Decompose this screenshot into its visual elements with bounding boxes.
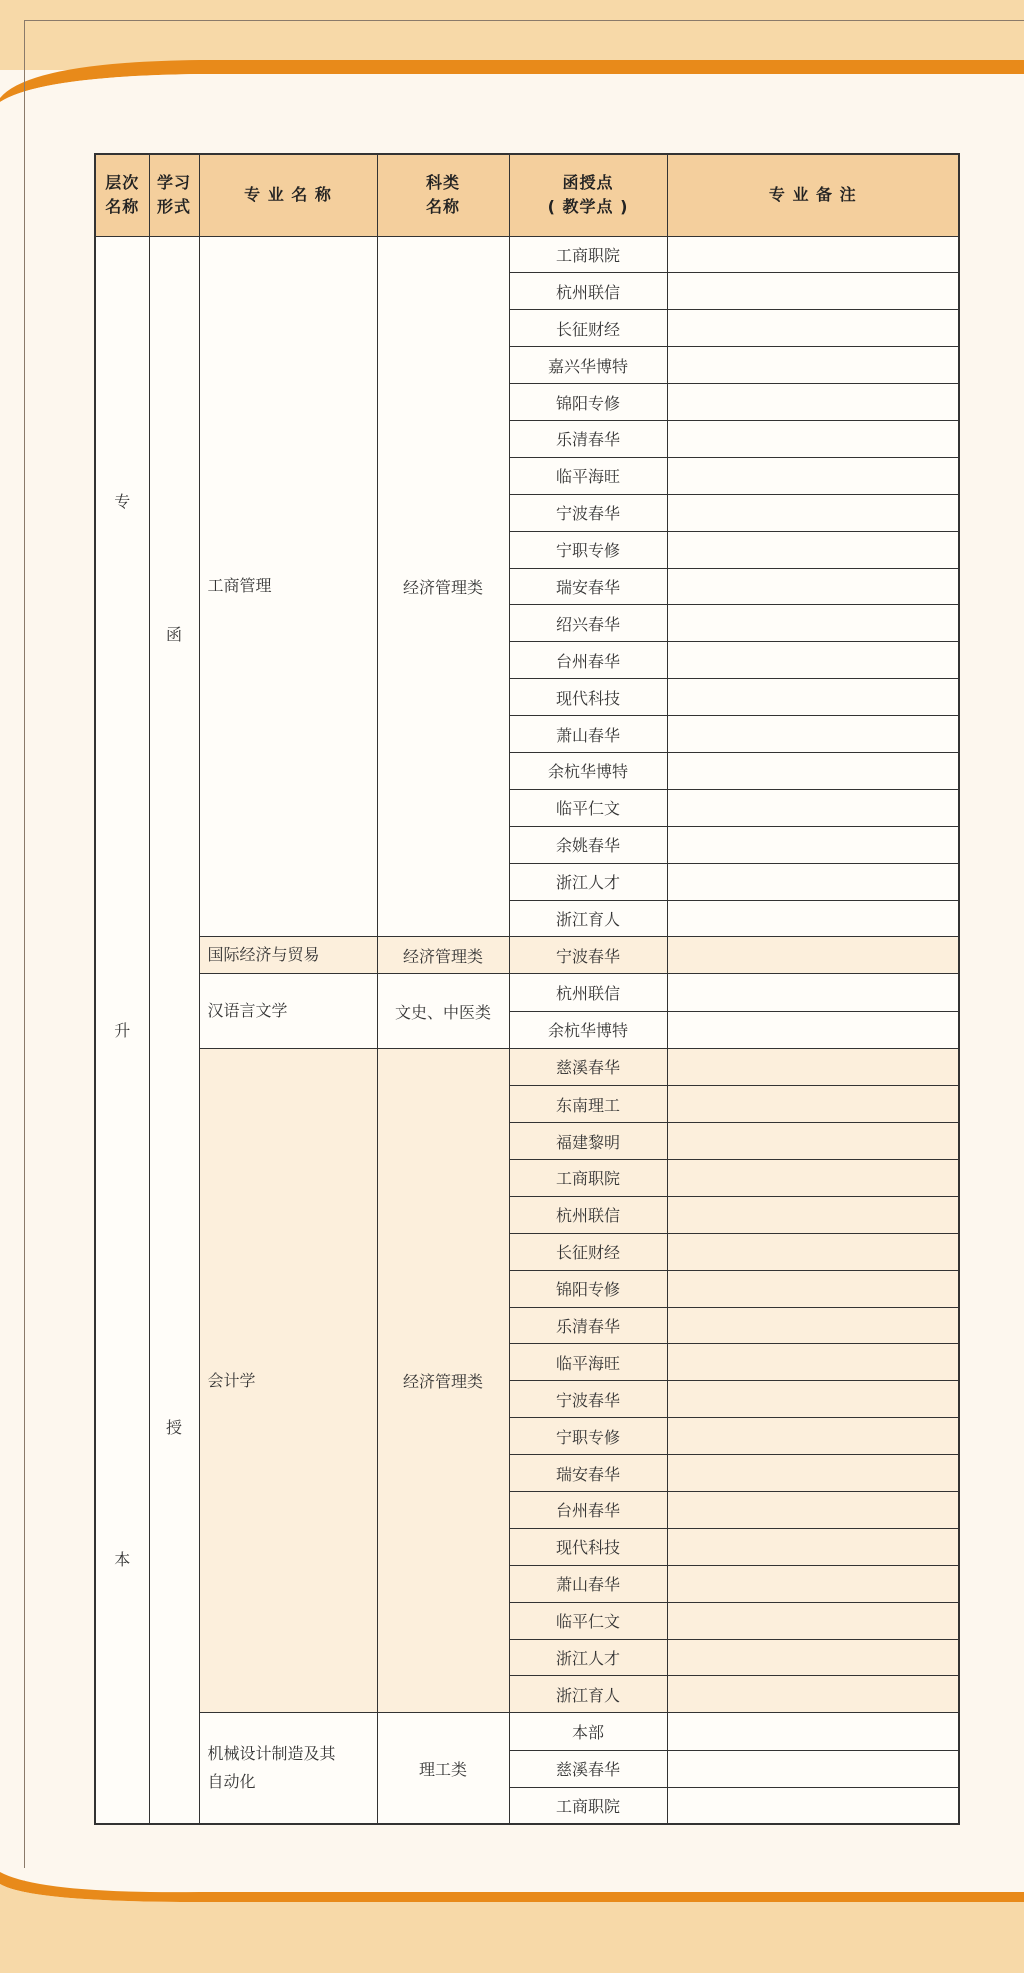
teaching-point-cell: 锦阳专修: [509, 384, 667, 421]
teaching-point-cell: 余杭华博特: [509, 752, 667, 789]
major-name-cell: 工商管理: [199, 236, 377, 937]
note-cell: [667, 900, 959, 937]
teaching-point-cell: 浙江人才: [509, 863, 667, 900]
note-cell: [667, 1713, 959, 1751]
note-cell: [667, 752, 959, 789]
teaching-point-cell: 长征财经: [509, 310, 667, 347]
major-table: [94, 153, 960, 1825]
note-cell: [667, 1344, 959, 1381]
table-row: [95, 236, 959, 273]
note-cell: [667, 642, 959, 679]
teaching-point-cell: 瑞安春华: [509, 1455, 667, 1492]
note-cell: [667, 1086, 959, 1123]
teaching-point-cell: 慈溪春华: [509, 1048, 667, 1086]
teaching-point-cell: 工商职院: [509, 236, 667, 273]
table-row: [95, 1048, 959, 1086]
teaching-point-cell: 绍兴春华: [509, 605, 667, 642]
header-level: 层次 名称: [95, 154, 149, 236]
note-cell: [667, 1307, 959, 1344]
category-cell: 文史、中医类: [377, 974, 509, 1048]
note-cell: [667, 531, 959, 568]
note-cell: [667, 1048, 959, 1086]
category-cell: 理工类: [377, 1713, 509, 1824]
teaching-point-cell: 现代科技: [509, 1528, 667, 1565]
teaching-point-cell: 浙江育人: [509, 900, 667, 937]
teaching-point-cell: 锦阳专修: [509, 1270, 667, 1307]
header-major: 专 业 名 称: [199, 154, 377, 236]
note-cell: [667, 1418, 959, 1455]
note-cell: [667, 1270, 959, 1307]
note-cell: [667, 1750, 959, 1787]
note-cell: [667, 1381, 959, 1418]
note-cell: [667, 1160, 959, 1197]
category-cell: 经济管理类: [377, 236, 509, 937]
note-cell: [667, 420, 959, 457]
teaching-point-cell: 浙江人才: [509, 1639, 667, 1676]
note-cell: [667, 1639, 959, 1676]
teaching-point-cell: 乐清春华: [509, 1307, 667, 1344]
major-name-cell: 国际经济与贸易: [199, 937, 377, 974]
note-cell: [667, 1011, 959, 1048]
table-row: [95, 974, 959, 1012]
note-cell: [667, 826, 959, 863]
form-char: 函: [165, 624, 182, 644]
teaching-point-cell: 余杭华博特: [509, 1011, 667, 1048]
note-cell: [667, 716, 959, 753]
note-cell: [667, 273, 959, 310]
note-cell: [667, 1565, 959, 1602]
teaching-point-cell: 长征财经: [509, 1233, 667, 1270]
note-cell: [667, 310, 959, 347]
teaching-point-cell: 宁波春华: [509, 494, 667, 531]
note-cell: [667, 1123, 959, 1160]
header-row: [95, 154, 959, 236]
note-cell: [667, 1492, 959, 1529]
note-cell: [667, 1455, 959, 1492]
note-cell: [667, 1233, 959, 1270]
teaching-point-cell: 余姚春华: [509, 826, 667, 863]
teaching-point-cell: 工商职院: [509, 1160, 667, 1197]
note-cell: [667, 605, 959, 642]
header-form: 学习 形式: [149, 154, 199, 236]
level-char: 本: [114, 1550, 131, 1570]
note-cell: [667, 937, 959, 974]
category-cell: 经济管理类: [377, 937, 509, 974]
major-name-cell: 机械设计制造及其 自动化: [199, 1713, 377, 1824]
category-cell: 经济管理类: [377, 1048, 509, 1713]
teaching-point-cell: 浙江育人: [509, 1676, 667, 1713]
teaching-point-cell: 乐清春华: [509, 420, 667, 457]
level-char: 升: [114, 1021, 131, 1041]
major-name-cell: 会计学: [199, 1048, 377, 1713]
teaching-point-cell: 杭州联信: [509, 273, 667, 310]
teaching-point-cell: 杭州联信: [509, 974, 667, 1012]
header-note: 专 业 备 注: [667, 154, 959, 236]
teaching-point-cell: 临平海旺: [509, 457, 667, 494]
teaching-point-cell: 东南理工: [509, 1086, 667, 1123]
teaching-point-cell: 台州春华: [509, 1492, 667, 1529]
note-cell: [667, 347, 959, 384]
level-char: 专: [114, 492, 131, 512]
major-name-cell: 汉语言文学: [199, 974, 377, 1048]
teaching-point-cell: 宁波春华: [509, 1381, 667, 1418]
teaching-point-cell: 临平海旺: [509, 1344, 667, 1381]
teaching-point-cell: 杭州联信: [509, 1196, 667, 1233]
bottom-swoosh: [0, 1868, 1024, 1908]
form-char: 授: [165, 1418, 182, 1438]
teaching-point-cell: 宁波春华: [509, 937, 667, 974]
note-cell: [667, 568, 959, 605]
note-cell: [667, 236, 959, 273]
note-cell: [667, 1676, 959, 1713]
teaching-point-cell: 嘉兴华博特: [509, 347, 667, 384]
note-cell: [667, 789, 959, 826]
teaching-point-cell: 瑞安春华: [509, 568, 667, 605]
teaching-point-cell: 福建黎明: [509, 1123, 667, 1160]
table-row: [95, 1713, 959, 1751]
teaching-point-cell: 本部: [509, 1713, 667, 1751]
note-cell: [667, 974, 959, 1012]
teaching-point-cell: 现代科技: [509, 679, 667, 716]
form-cell: [149, 236, 199, 1824]
table-row: [95, 937, 959, 974]
note-cell: [667, 679, 959, 716]
teaching-point-cell: 临平仁文: [509, 1602, 667, 1639]
teaching-point-cell: 临平仁文: [509, 789, 667, 826]
note-cell: [667, 1602, 959, 1639]
header-point: 函授点 ( 教学点 ): [509, 154, 667, 236]
note-cell: [667, 1528, 959, 1565]
teaching-point-cell: 萧山春华: [509, 716, 667, 753]
note-cell: [667, 1196, 959, 1233]
note-cell: [667, 457, 959, 494]
teaching-point-cell: 萧山春华: [509, 1565, 667, 1602]
teaching-point-cell: 工商职院: [509, 1787, 667, 1824]
level-cell: [95, 236, 149, 1824]
teaching-point-cell: 宁职专修: [509, 1418, 667, 1455]
header-category: 科类 名称: [377, 154, 509, 236]
note-cell: [667, 863, 959, 900]
note-cell: [667, 494, 959, 531]
teaching-point-cell: 慈溪春华: [509, 1750, 667, 1787]
teaching-point-cell: 宁职专修: [509, 531, 667, 568]
note-cell: [667, 1787, 959, 1824]
note-cell: [667, 384, 959, 421]
teaching-point-cell: 台州春华: [509, 642, 667, 679]
